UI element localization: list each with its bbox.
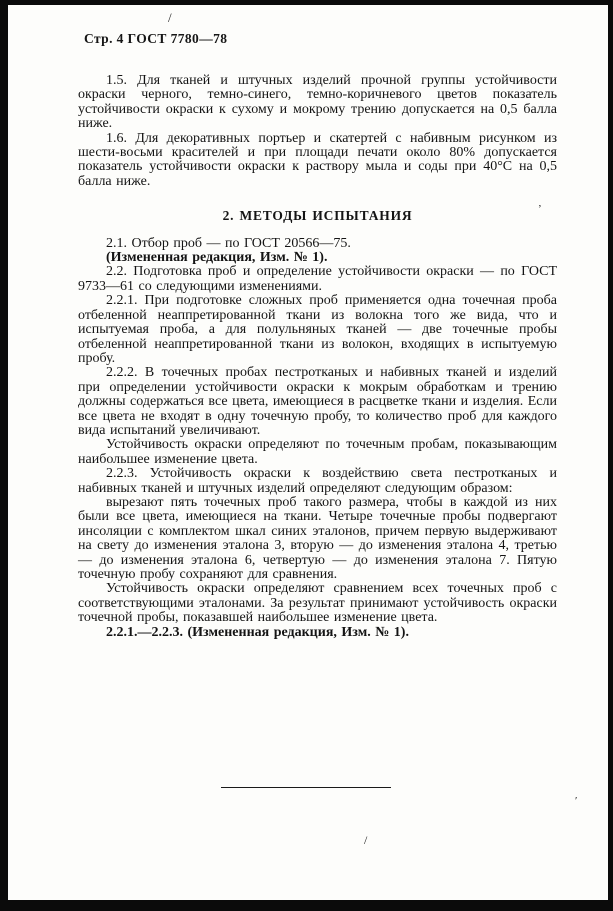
paragraph-2-1: 2.1. Отбор проб — по ГОСТ 20566—75. xyxy=(106,235,351,251)
amendment-note-range: 2.2.1.—2.2.3. (Измененная редакция, Изм. № 1). xyxy=(106,624,409,640)
footer-divider-rule xyxy=(221,787,391,788)
scan-artifact: / xyxy=(364,833,368,847)
paragraph-1-5: 1.5. Для тканей и штучных изделий прочной группы устойчивости окраски черного, темно-синего, темно-коричневого цветов показатель устойчивости окраски к сухому и мокрому трению допускается на 0,5 балла ниже. xyxy=(78,73,557,132)
scan-artifact: ’ xyxy=(538,203,542,215)
paragraph-procedure: вырезают пять точечных проб такого размера, чтобы в каждой из них были все цвета, имеющиеся на ткани. Четыре точечные пробы подвергают инсоляции с комплектом шкал синих эталонов, причем первую выдерживают на свету до изменения эталона 3, вторую — до изменения эталона 4, третью — до изменения эталона 6, четвертую — до изменения эталона 7. Пятую точечную пробу сохраняют для сравнения. xyxy=(78,494,557,582)
paragraph-1-6: 1.6. Для декоративных портьер и скатертей с набивным рисунком из шести-восьми красителей и при площади печати около 80% допускается показатель устойчивости окраски к раствору мыла и соды при 40°С на 0,5 балла ниже. xyxy=(78,130,557,189)
paragraph-2-2-2: 2.2.2. В точечных пробах пестротканых и набивных тканей и изделий при определении устойчивости окраски к мокрым обработкам и трению должны содержаться все цвета, имеющиеся в расцветке ткани и изделия. Если все цвета не входят в одну точечную пробу, то количество проб для каждого вида испытаний увеличивают. xyxy=(78,365,557,438)
scan-artifact: ʹ xyxy=(575,795,578,807)
paragraph-comparison: Устойчивость окраски определяют сравнением всех точечных проб с соответствующими эталонами. За результат принимают устойчивость окраски точечной пробы, показавшей наибольшее изменение цвета. xyxy=(78,581,557,626)
document-content xyxy=(78,74,557,640)
paragraph-2-2-1: 2.2.1. При подготовке сложных проб применяется одна точечная проба отбеленной неаппретированной ткани из волокна того же вида, что и испытуемая проба, а для полульняных тканей — две точечные пробы отбеленной неаппретированной ткани из волокон, входящих в испытуемую пробу. xyxy=(78,293,557,366)
scan-artifact: / xyxy=(168,10,172,25)
paragraph-2-2: 2.2. Подготовка проб и определение устойчивости окраски — по ГОСТ 9733—61 со следующими изменениями. xyxy=(78,264,557,294)
section-heading-test-methods: 2. МЕТОДЫ ИСПЫТАНИЯ xyxy=(222,208,413,224)
amendment-note: (Измененная редакция, Изм. № 1). xyxy=(106,250,328,266)
paragraph-colorfastness-note: Устойчивость окраски определяют по точечным пробам, показывающим наибольшее изменение цвета. xyxy=(78,437,557,467)
paragraph-2-2-3: 2.2.3. Устойчивость окраски к воздействию света пестротканых и набивных тканей и штучных изделий определяют следующим образом: xyxy=(78,466,557,496)
page-header: Стр. 4 ГОСТ 7780—78 xyxy=(84,31,228,46)
